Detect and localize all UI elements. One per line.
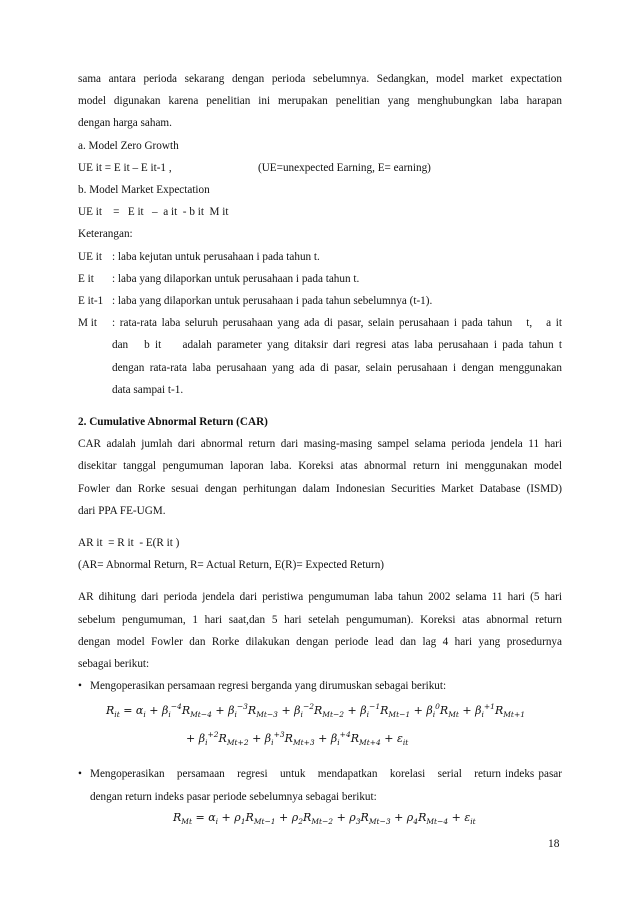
- section-para2-line: sebelum pengumuman, 1 hari saat,dan 5 hari setelah pengumuman). Koreksi atas abnormal return: [78, 613, 562, 626]
- section-heading: 2. Cumulative Abnormal Return (CAR): [78, 416, 268, 429]
- intro-line-2: model digunakan karena penelitian ini merupakan penelitian yang menghubungkan laba harapan: [78, 95, 562, 108]
- model-a-formula: UE it = E it – E it-1 ,: [78, 161, 172, 174]
- keterangan-label: E it: [78, 272, 94, 285]
- section-para-line: disekitar tanggal pengumuman laporan laba. Koreksi atas abnormal return ini menggunakan model: [78, 460, 562, 473]
- bullet-icon: •: [78, 768, 82, 781]
- keterangan-item: [78, 246, 562, 268]
- market-formula: $R_{Mt} = \alpha_i + \rho_1R_{Mt-1} + \rho_2R_{Mt-2} + \rho_3R_{Mt-3} + \rho_4R_{Mt-4} + \varepsilon_{it}$: [173, 810, 476, 826]
- bullet-text: Mengoperasikan persamaan regresi untuk mendapatkan korelasi serial return indeks pasar: [90, 768, 562, 781]
- section-para2-line: sebagai berikut:: [78, 658, 150, 671]
- model-a-note: (UE=unexpected Earning, E= earning): [258, 161, 431, 174]
- ar-formula: AR it = R it - E(R it ): [78, 537, 180, 550]
- keterangan-item: [78, 312, 562, 334]
- bullet-item: [78, 763, 562, 785]
- page-number: 18: [548, 838, 560, 850]
- section-para-line: Fowler dan Rorke sesuai dengan perhitungan dalam Indonesian Securities Market Database (ISMD): [78, 482, 562, 495]
- keterangan-title: Keterangan:: [78, 228, 133, 241]
- section-para2-line: dengan model Fowler dan Rorke dilakukan dengan periode lead dan lag 4 hari yang prosedurnya: [78, 635, 562, 648]
- model-a-formula-row: [78, 157, 562, 179]
- regression-formula-line-1: $R_{it} = \alpha_i + \beta_i^{-4}R_{Mt-4} + \beta_i^{-3}R_{Mt-3} + \beta_i^{-2}R_{Mt-2} + \beta_i^{-1}R_{Mt-1} + \beta_i^0R_{Mt} + \beta_i^{+1}R_{Mt+1}$: [106, 702, 525, 720]
- section-para2-line: AR dihitung dari perioda jendela dari peristiwa pengumuman laba tahun 2002 selama 11 hari (5 hari: [78, 591, 562, 604]
- intro-line-1: sama antara perioda sekarang dengan perioda sebelumnya. Sedangkan, model market expectation: [78, 73, 562, 85]
- keterangan-continuation: dengan rata-rata laba perusahaan yang ada di pasar, selain perusahaan i dengan menggunakan: [112, 361, 562, 374]
- bullet-text: Mengoperasikan persamaan regresi berganda yang dirumuskan sebagai berikut:: [90, 680, 447, 693]
- keterangan-text: : rata-rata laba seluruh perusahaan yang ada di pasar, selain perusahaan i pada tahun t, a it: [112, 317, 562, 330]
- keterangan-text: : laba kejutan untuk perusahaan i pada tahun t.: [112, 250, 320, 263]
- model-b-formula: UE it = E it – a it - b it M it: [78, 206, 229, 219]
- keterangan-item: [78, 268, 562, 290]
- model-a-title: a. Model Zero Growth: [78, 139, 179, 152]
- keterangan-continuation: dan b it adalah parameter yang ditaksir dari regresi atas laba perusahaan i pada tahun t: [112, 339, 562, 352]
- keterangan-item: [78, 290, 562, 312]
- intro-line-3: dengan harga saham.: [78, 117, 172, 130]
- bullet-item: [78, 675, 562, 697]
- model-b-title: b. Model Market Expectation: [78, 184, 210, 197]
- keterangan-label: M it: [78, 317, 97, 330]
- section-para-line: dari PPA FE-UGM.: [78, 504, 166, 517]
- keterangan-continuation: data sampai t-1.: [112, 383, 184, 396]
- bullet-icon: •: [78, 680, 82, 693]
- keterangan-text: : laba yang dilaporkan untuk perusahaan i pada tahun t.: [112, 272, 360, 285]
- regression-formula-line-2: + $\beta_i^{+2}R_{Mt+2} + \beta_i^{+3}R_{Mt+3} + \beta_i^{+4}R_{Mt+4} + \varepsilon_{it}$: [186, 730, 409, 748]
- bullet-text-continuation: dengan return indeks pasar periode sebelumnya sebagai berikut:: [90, 790, 377, 803]
- keterangan-label: E it-1: [78, 295, 104, 308]
- keterangan-text: : laba yang dilaporkan untuk perusahaan i pada tahun sebelumnya (t-1).: [112, 295, 433, 308]
- keterangan-label: UE it: [78, 250, 102, 263]
- document-page: [78, 68, 562, 832]
- section-para-line: CAR adalah jumlah dari abnormal return dari masing-masing sampel selama perioda jendela 11 hari: [78, 438, 562, 451]
- ar-note: (AR= Abnormal Return, R= Actual Return, E(R)= Expected Return): [78, 559, 385, 572]
